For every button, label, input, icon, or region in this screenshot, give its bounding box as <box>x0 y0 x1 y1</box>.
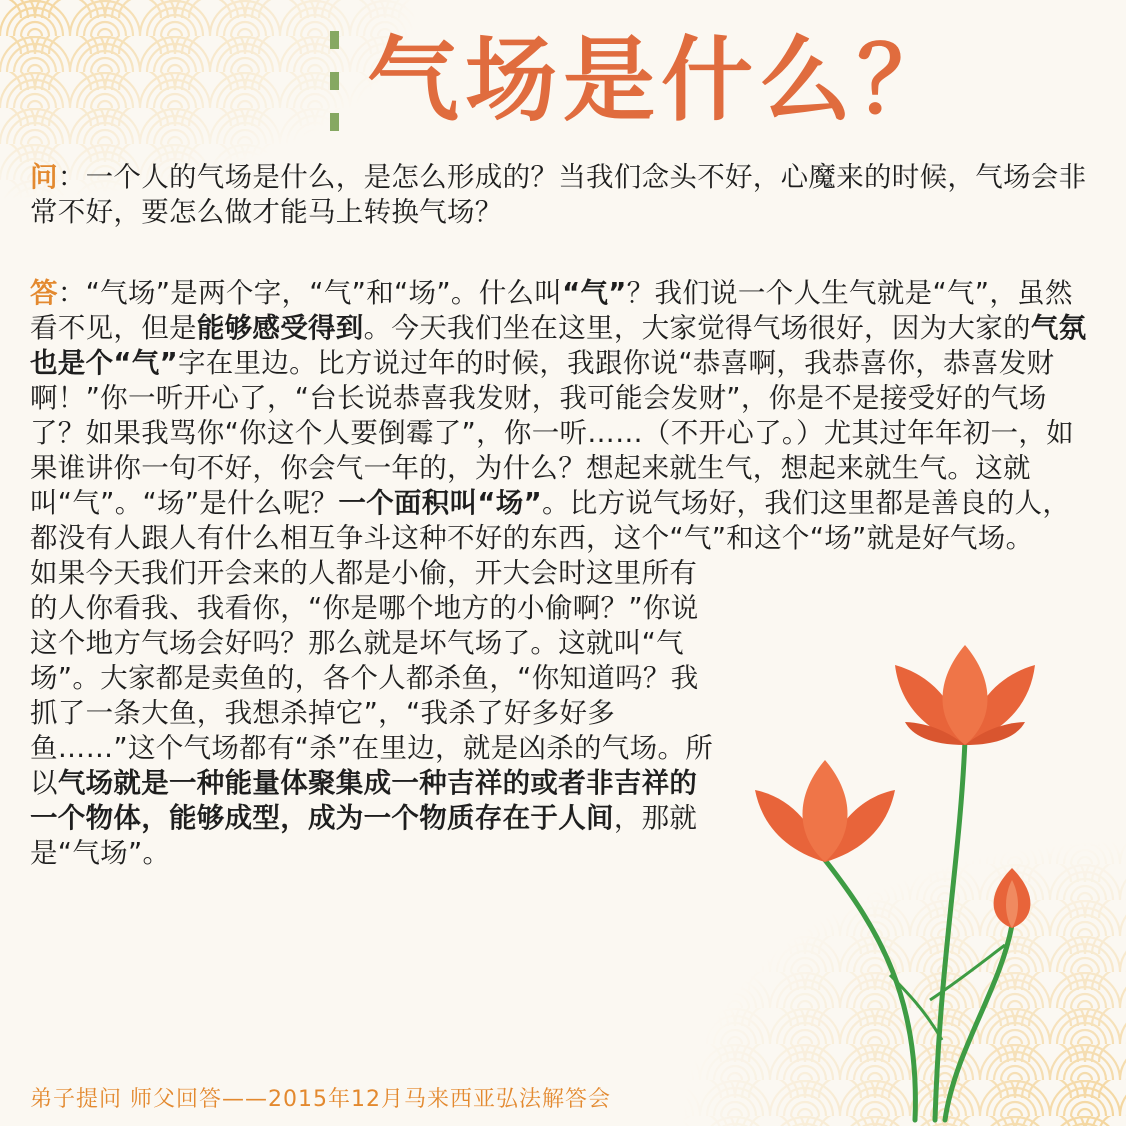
answer-paragraph <box>30 276 1096 556</box>
body-text: ，那就是“气场”。 <box>30 802 698 869</box>
page-title: 气场是什么？ <box>367 27 956 134</box>
answer-label: 答 <box>30 277 58 309</box>
emphasis-text: 一个面积叫“场” <box>338 487 542 519</box>
title-block <box>330 26 955 136</box>
body-text: 字在里边。比方说过年的时候，我跟你说“恭喜啊，我恭喜你，恭喜发财啊！”你一听开心了，“台长说恭喜我发财，我可能会发财”，你是不是接受好的气场了？如果我骂你“你这个人要倒霉了”，你一听……（不开心了。）尤其过年年初一，如果谁讲你一句不好，你会气一年的，为什么？想起来就生气，想起来就生气。这就叫“气”。“场”是什么呢？ <box>30 347 1074 519</box>
emphasis-text: 气氛也是个“气” <box>30 312 1087 379</box>
emphasis-text: 气场就是一种能量体聚集成一种吉祥的或者非吉祥的一个物体，能够成型，成为一个物质存在于人间 <box>30 767 698 834</box>
title-accent-bar <box>330 31 339 131</box>
answer-continued-text <box>30 556 720 871</box>
body-text: 。比方说气场好，我们这里都是善良的人，都没有人跟人有什么相互争斗这种不好的东西，这个“气”和这个“场”就是好气场。 <box>30 487 1071 554</box>
answer-text <box>30 277 1086 554</box>
emphasis-text: 能够感受得到 <box>196 312 364 344</box>
body-text: ：“气场”是两个字，“气”和“场”。什么叫 <box>57 277 563 309</box>
question-text: ：一个人的气场是什么，是怎么形成的？当我们念头不好，心魔来的时候，气场会非常不好，要怎么做才能马上转换气场？ <box>30 161 1087 228</box>
body-text: ？我们说一个人生气就是“气”，虽然看不见，但是 <box>30 277 1073 344</box>
wave-pattern-bottom-right <box>680 840 1126 1126</box>
source-caption: 弟子提问 师父回答——2015年12月马来西亚弘法解答会 <box>30 1087 611 1112</box>
body-text: 。今天我们坐在这里，大家觉得气场很好，因为大家的 <box>363 312 1031 344</box>
article-body <box>30 160 1096 871</box>
body-text: 如果今天我们开会来的人都是小偷，开大会时这里所有的人你看我、我看你，“你是哪个地方的小偷啊？”你说这个地方气场会好吗？那么就是坏气场了。这就叫“气场”。大家都是卖鱼的，各个人都杀鱼，“你知道吗？我抓了一条大鱼，我想杀掉它”，“我杀了好多好多鱼……”这个气场都有“杀”在里边，就是凶杀的气场。所以 <box>30 557 714 799</box>
question-label: 问 <box>30 161 58 193</box>
question-paragraph <box>30 160 1096 230</box>
emphasis-text: “气” <box>562 277 627 309</box>
